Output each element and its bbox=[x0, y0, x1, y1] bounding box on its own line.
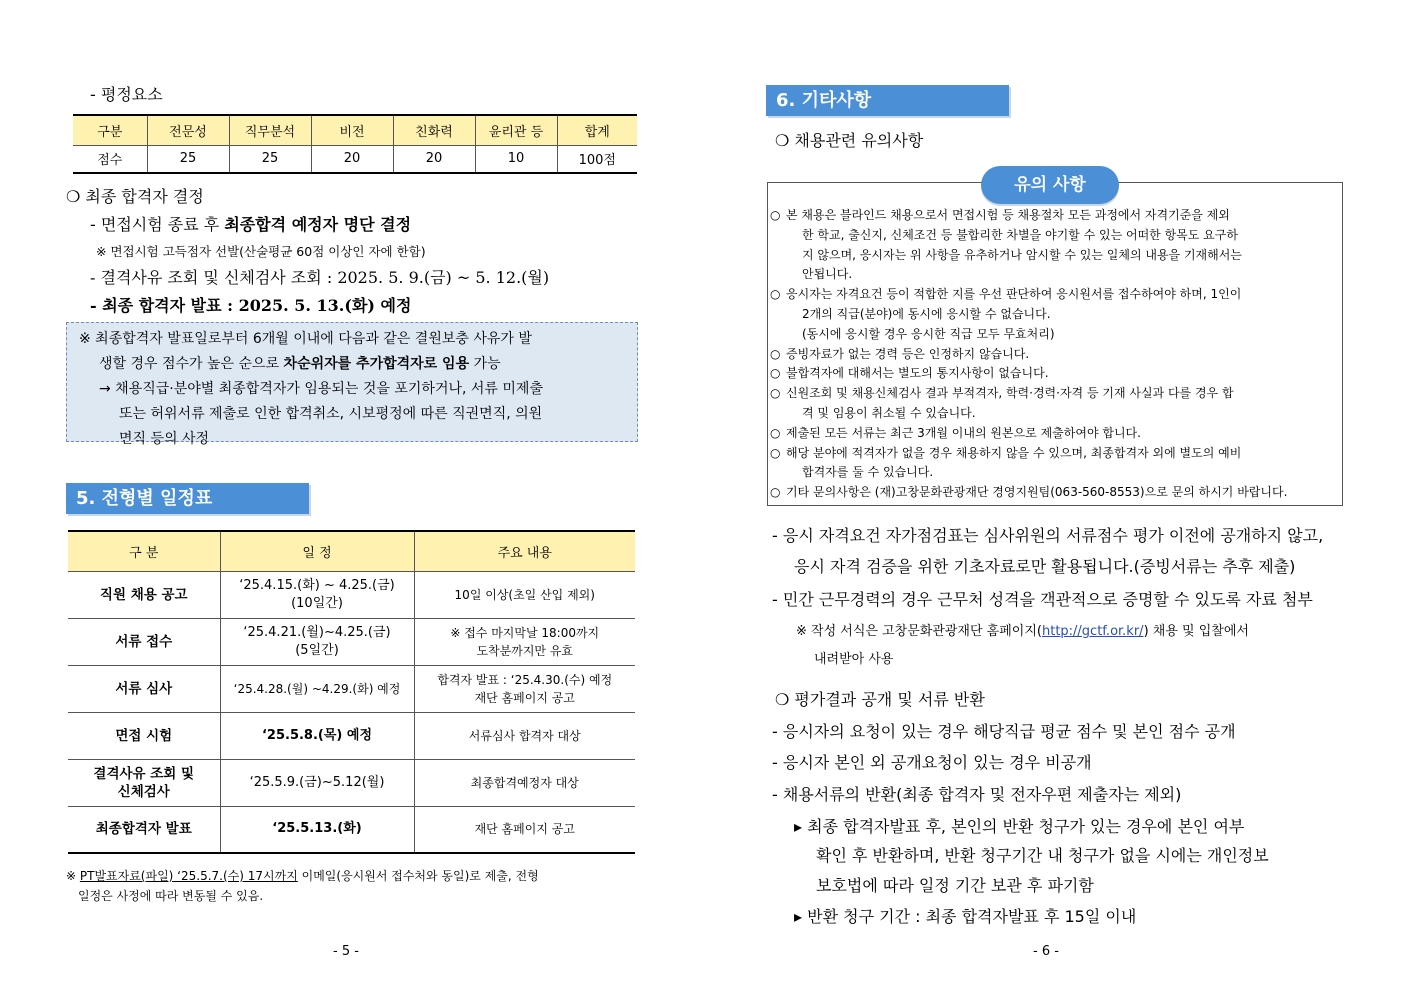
eval-title: - 평정요소 bbox=[90, 85, 163, 104]
eval-cell: 20 bbox=[311, 145, 393, 173]
notice-item-line: 합격자를 둘 수 있습니다. bbox=[802, 465, 934, 480]
schedule-desc bbox=[414, 618, 635, 665]
list-item bbox=[770, 345, 1336, 365]
return-sub1-line3: 보호법에 따라 일정 기간 보관 후 파기함 bbox=[816, 876, 1094, 895]
list-item bbox=[770, 206, 1336, 285]
list-item bbox=[770, 364, 1336, 384]
para1-line1: - 응시 자격요건 자가점검표는 심사위원의 서류점수 평가 이전에 공개하지 않고, bbox=[772, 526, 1324, 545]
bullet: ○ bbox=[770, 287, 781, 302]
schedule-date: ‘25.4.28.(월) ~4.29.(화) 예정 bbox=[220, 665, 414, 712]
schedule-table bbox=[68, 530, 635, 854]
eval-header-cell: 윤리관 등 bbox=[475, 115, 557, 145]
eval-score-row bbox=[73, 145, 637, 173]
left-page bbox=[0, 0, 700, 992]
final-line1 bbox=[90, 212, 411, 235]
table-row bbox=[68, 712, 635, 759]
notice-item-line: 증빙자료가 없는 경력 등은 인정하지 않습니다. bbox=[786, 346, 1030, 361]
schedule-stage: 최종합격자 발표 bbox=[68, 806, 220, 853]
schedule-desc: 최종합격예정자 대상 bbox=[414, 759, 635, 806]
bullet: ○ bbox=[770, 425, 781, 440]
footnote-line: 일정은 사정에 따라 변동될 수 있음. bbox=[78, 889, 264, 903]
notice-title: 유의 사항 bbox=[981, 166, 1119, 204]
eval-header-cell: 전문성 bbox=[147, 115, 229, 145]
desc-line: ※ 접수 마지막날 18:00까지 bbox=[450, 625, 600, 640]
evaluation-table bbox=[73, 114, 637, 174]
evaluation-heading: ❍ 평가결과 공개 및 서류 반환 bbox=[775, 690, 985, 709]
para2-note-line2: 내려받아 사용 bbox=[814, 652, 894, 667]
notice-item-line: 한 학교, 출신지, 신체조건 등 불합리한 차별을 야기할 수 있는 어떠한 항목도 요구하 bbox=[802, 227, 1238, 242]
schedule-date bbox=[220, 571, 414, 618]
notice-bold: 차순위자를 추가합격자로 임용 bbox=[283, 356, 470, 372]
eval-header-cell: 직무분석 bbox=[229, 115, 311, 145]
final-note: ※ 면접시험 고득점자 선발(산술평균 60점 이상인 자에 한함) bbox=[96, 244, 426, 259]
para1-line2: 응시 자격 검증을 위한 기초자료로만 활용됩니다.(증빙서류는 추후 제출) bbox=[794, 557, 1296, 576]
eval-cell: 10 bbox=[475, 145, 557, 173]
notice-item-line: 2개의 직급(분야)에 동시에 응시할 수 없습니다. bbox=[802, 306, 1051, 321]
note-text: ) 채용 및 입찰에서 bbox=[1143, 624, 1249, 639]
eval-item1: - 응시자의 요청이 있는 경우 해당직급 평균 점수 및 본인 점수 공개 bbox=[772, 722, 1236, 741]
notice-item-line: 기타 문의사항은 (재)고창문화관광재단 경영지원팀(063-560-8553)으로 문의 하시기 바랍니다. bbox=[786, 485, 1288, 500]
eval-header-cell: 합계 bbox=[557, 115, 637, 145]
page-number: - 5 - bbox=[333, 944, 359, 959]
schedule-stage: 직원 채용 공고 bbox=[68, 571, 220, 618]
final-line3: - 최종 합격자 발표 : 2025. 5. 13.(화) 예정 bbox=[90, 296, 412, 315]
eval-header-cell: 친화력 bbox=[393, 115, 475, 145]
schedule-date: ‘25.5.8.(목) 예정 bbox=[220, 712, 414, 759]
note-text: ※ 작성 서식은 고창문화관광재단 홈페이지( bbox=[796, 624, 1042, 639]
bullet: ○ bbox=[770, 386, 781, 401]
eval-header-cell: 비전 bbox=[311, 115, 393, 145]
notice-item-line: 지 않으며, 응시자는 위 사항을 유추하거나 암시할 수 있는 일체의 내용을 기재해서는 bbox=[802, 247, 1242, 262]
return-sub1-line2: 확인 후 반환하며, 반환 청구기간 내 청구가 없을 시에는 개인정보 bbox=[816, 846, 1269, 865]
footnote-underlined: PT발표자료(파일) ‘25.5.7.(수) 17시까지 bbox=[79, 869, 298, 883]
notice-item-line: 제출된 모든 서류는 최근 3개월 이내의 원본으로 제출하여야 합니다. bbox=[786, 425, 1141, 440]
table-row bbox=[68, 759, 635, 806]
table-row bbox=[68, 571, 635, 618]
notice-item-line: 불합격자에 대해서는 별도의 통지사항이 없습니다. bbox=[786, 366, 1049, 381]
schedule-footnote bbox=[66, 866, 539, 906]
section5-title: 5. 전형별 일정표 bbox=[66, 483, 309, 514]
schedule-header-cell: 주요 내용 bbox=[414, 531, 635, 571]
section6-title: 6. 기타사항 bbox=[766, 85, 1009, 116]
notice-item-line: 본 채용은 블라인드 채용으로서 면접시험 등 채용절차 모든 과정에서 자격기준을 제외 bbox=[786, 208, 1230, 222]
eval-cell: 100점 bbox=[557, 145, 637, 173]
notice-item-line: 응시자는 자격요건 등이 적합한 지를 우선 판단하여 응시원서를 접수하여야 하며, 1인이 bbox=[786, 287, 1242, 302]
recruit-notes-heading: ❍ 채용관련 유의사항 bbox=[775, 131, 924, 150]
list-item bbox=[770, 384, 1336, 424]
table-row bbox=[68, 806, 635, 853]
para2: - 민간 근무경력의 경우 근무처 성격을 객관적으로 증명할 수 있도록 자료 첨부 bbox=[772, 590, 1313, 609]
stage-line: 신체검사 bbox=[117, 783, 170, 800]
para2-note bbox=[796, 620, 1249, 639]
notice-item-line: 안됩니다. bbox=[802, 267, 853, 282]
schedule-date: ‘25.5.13.(화) bbox=[220, 806, 414, 853]
schedule-desc: 10일 이상(초일 산입 제외) bbox=[414, 571, 635, 618]
notice-line: → 채용직급·분야별 최종합격자가 임용되는 것을 포기하거나, 서류 미제출 bbox=[99, 381, 543, 397]
notice-line: 또는 허위서류 제출로 인한 합격취소, 시보평정에 따른 직권면직, 의원 bbox=[119, 406, 543, 422]
schedule-header-cell: 일 정 bbox=[220, 531, 414, 571]
eval-header-row bbox=[73, 115, 637, 145]
footnote-text: 이메일(응시원서 접수처와 동일)로 제출, 전형 bbox=[297, 869, 539, 883]
return-sub1-line1: ▸ 최종 합격자발표 후, 본인의 반환 청구가 있는 경우에 본인 여부 bbox=[794, 817, 1245, 836]
list-item bbox=[770, 483, 1336, 503]
list-item bbox=[770, 424, 1336, 444]
schedule-desc: 서류심사 합격자 대상 bbox=[414, 712, 635, 759]
final-line2: - 결격사유 조회 및 신체검사 조회 : 2025. 5. 9.(금) ~ 5. 12.(월) bbox=[90, 268, 550, 287]
bullet: ○ bbox=[770, 346, 781, 361]
date-line: (10일간) bbox=[291, 595, 343, 611]
notice-item-line: 신원조회 및 채용신체검사 결과 부적격자, 학력·경력·자격 등 기재 사실과 다를 경우 합 bbox=[786, 386, 1234, 401]
date-line: (5일간) bbox=[295, 642, 339, 658]
notice-line: ※ 최종합격자 발표일로부터 6개월 이내에 다음과 같은 결원보충 사유가 발 bbox=[79, 331, 532, 347]
final-line1-text: - 면접시험 종료 후 bbox=[90, 215, 225, 234]
bullet: ○ bbox=[770, 485, 781, 500]
eval-cell: 점수 bbox=[73, 145, 147, 173]
table-row bbox=[68, 665, 635, 712]
schedule-stage: 서류 접수 bbox=[68, 618, 220, 665]
eval-header-cell: 구분 bbox=[73, 115, 147, 145]
bullet: ○ bbox=[770, 366, 781, 381]
schedule-header-cell: 구 분 bbox=[68, 531, 220, 571]
list-item bbox=[770, 285, 1336, 344]
stage-line: 결격사유 조회 및 bbox=[93, 765, 195, 782]
eval-item3: - 채용서류의 반환(최종 합격자 및 전자우편 제출자는 제외) bbox=[772, 785, 1182, 804]
footnote-mark: ※ bbox=[66, 869, 80, 883]
schedule-stage: 서류 심사 bbox=[68, 665, 220, 712]
notice-item-line: 격 및 임용이 취소될 수 있습니다. bbox=[802, 405, 976, 420]
notice-text: 가능 bbox=[469, 356, 501, 372]
notice-list bbox=[770, 206, 1336, 503]
notice-item-line: 해당 분야에 적격자가 없을 경우 채용하지 않을 수 있으며, 최종합격자 외에 별도의 예비 bbox=[786, 445, 1242, 460]
additional-pass-notice bbox=[66, 322, 638, 447]
eval-cell: 20 bbox=[393, 145, 475, 173]
desc-line: 합격자 발표 : ‘25.4.30.(수) 예정 bbox=[437, 672, 613, 687]
eval-cell: 25 bbox=[229, 145, 311, 173]
notice-line: 면직 등의 사정 bbox=[119, 431, 210, 447]
final-line1-bold: 최종합격 예정자 명단 결정 bbox=[224, 215, 412, 234]
list-item bbox=[770, 444, 1336, 484]
footnote-line bbox=[66, 866, 539, 886]
date-line: ‘25.4.15.(화) ~ 4.25.(금) bbox=[239, 577, 395, 593]
final-heading: ❍ 최종 합격자 결정 bbox=[66, 187, 204, 206]
schedule-desc: 재단 홈페이지 공고 bbox=[414, 806, 635, 853]
schedule-stage bbox=[68, 759, 220, 806]
notice-item-line: (동시에 응시할 경우 응시한 직급 모두 무효처리) bbox=[802, 326, 1055, 341]
eval-cell: 25 bbox=[147, 145, 229, 173]
eval-item2: - 응시자 본인 외 공개요청이 있는 경우 비공개 bbox=[772, 753, 1092, 772]
notice-text: 생할 경우 점수가 높은 순으로 bbox=[99, 356, 284, 372]
schedule-header-row bbox=[68, 531, 635, 571]
schedule-desc bbox=[414, 665, 635, 712]
homepage-link[interactable]: http://gctf.or.kr/ bbox=[1041, 624, 1144, 639]
return-sub2: ▸ 반환 청구 기간 : 최종 합격자발표 후 15일 이내 bbox=[794, 907, 1137, 926]
bullet: ○ bbox=[770, 208, 781, 222]
schedule-date bbox=[220, 618, 414, 665]
desc-line: 재단 홈페이지 공고 bbox=[474, 690, 575, 705]
date-line: ‘25.4.21.(월)~4.25.(금) bbox=[243, 624, 391, 640]
bullet: ○ bbox=[770, 445, 781, 460]
table-row bbox=[68, 618, 635, 665]
desc-line: 도착분까지만 유효 bbox=[476, 643, 574, 658]
notice-line bbox=[79, 352, 627, 377]
schedule-date: ‘25.5.9.(금)~5.12(월) bbox=[220, 759, 414, 806]
schedule-stage: 면접 시험 bbox=[68, 712, 220, 759]
page-number: - 6 - bbox=[1033, 944, 1059, 959]
